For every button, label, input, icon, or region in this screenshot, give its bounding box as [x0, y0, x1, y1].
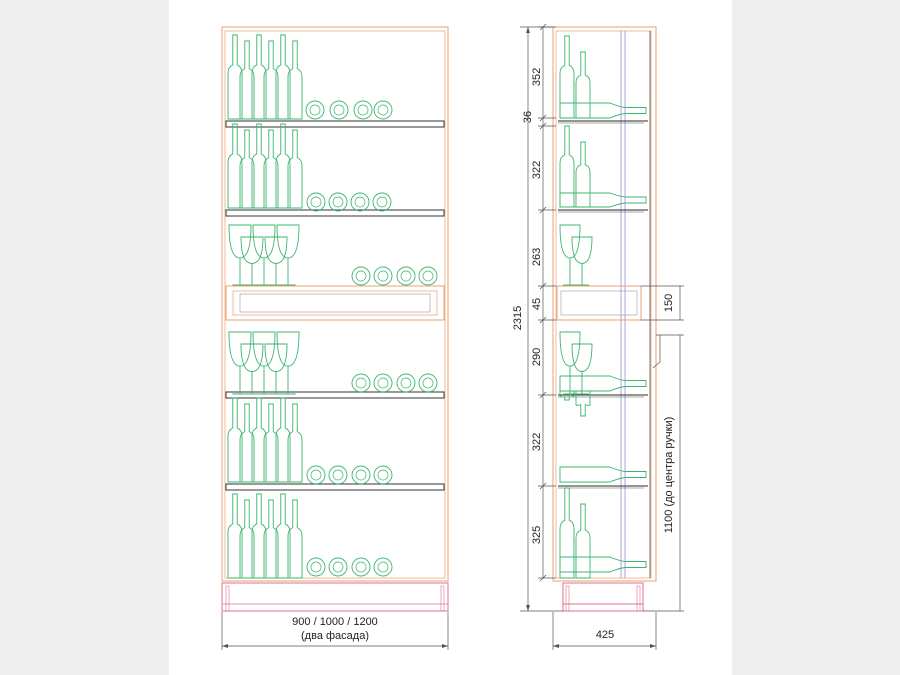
side-bottle-lying — [560, 467, 646, 482]
front-bottle-end-inner — [378, 378, 388, 388]
side-glass — [560, 332, 580, 394]
front-glass — [265, 344, 287, 394]
front-width-label: 900 / 1000 / 1200 — [292, 616, 378, 628]
front-bottle-end-inner — [378, 562, 388, 572]
drawing-canvas — [169, 0, 732, 675]
front-shelf-3 — [226, 392, 444, 398]
front-glass — [277, 225, 299, 285]
front-bottle-end-inner — [310, 105, 320, 115]
drawer-height-label: 150 — [663, 293, 675, 313]
front-bottle-end — [397, 267, 415, 285]
side-bottle-lying — [560, 103, 646, 118]
front-bottle-end-inner — [311, 197, 321, 207]
front-bottle-end-inner — [377, 197, 387, 207]
front-glass — [241, 237, 263, 285]
front-bottle-end — [306, 101, 324, 119]
front-bottle-end — [329, 466, 347, 484]
front-bottle-end-inner — [356, 562, 366, 572]
front-glass — [229, 225, 251, 285]
front-glass — [241, 344, 263, 394]
front-bottle-end-inner — [378, 271, 388, 281]
side-bottle-upright — [560, 36, 574, 118]
front-bottle-end-inner — [355, 197, 365, 207]
front-bottle-end — [374, 466, 392, 484]
front-bottle-end-inner — [423, 271, 433, 281]
front-bottle-end — [351, 193, 369, 211]
front-width-note: (два фасада) — [301, 630, 369, 642]
side-bottle-lying — [560, 193, 646, 207]
front-bottle-end-inner — [311, 470, 321, 480]
side-bottle-lying — [560, 376, 646, 391]
front-bottle-end — [307, 558, 325, 576]
segment-label-drawer-gap: 45 — [531, 297, 543, 311]
front-bottle-end — [419, 374, 437, 392]
front-glass — [277, 332, 299, 394]
front-bottle-end-inner — [401, 271, 411, 281]
front-plinth — [222, 583, 448, 611]
front-bottle-end — [374, 558, 392, 576]
side-bottle-upright — [576, 52, 590, 118]
side-glass — [560, 225, 580, 285]
front-bottle-end — [374, 101, 392, 119]
front-bottle-end-inner — [333, 562, 343, 572]
front-bottles — [228, 35, 302, 578]
front-bottle-end — [397, 374, 415, 392]
front-shelves — [226, 121, 444, 490]
front-bottle-end-inner — [333, 470, 343, 480]
side-plinth — [563, 583, 643, 611]
front-glass — [229, 332, 251, 394]
side-bottle-upright — [560, 488, 574, 578]
front-shelf-4 — [226, 484, 444, 490]
front-bottle-end — [352, 267, 370, 285]
overall-height-label: 2315 — [512, 305, 524, 331]
side-bottle-upright — [560, 126, 574, 207]
front-bottle-end — [373, 193, 391, 211]
depth-label: 425 — [595, 629, 615, 641]
side-shelves — [558, 121, 648, 488]
side-bottle-upright — [576, 504, 590, 578]
segment-label-bottom: 325 — [531, 525, 543, 545]
front-bottle-end-inner — [358, 105, 368, 115]
side-drawer — [557, 286, 641, 320]
front-bottle-end — [329, 193, 347, 211]
segment-label-shelf-gap: 36 — [522, 110, 534, 124]
segment-label-lower-middle: 322 — [531, 432, 543, 452]
front-glasses — [229, 225, 299, 394]
front-bottle-end-inner — [378, 105, 388, 115]
segment-label-below-drawer: 290 — [531, 347, 543, 367]
side-glass — [572, 237, 592, 285]
front-bottle-end — [354, 101, 372, 119]
front-cabinet-outer — [222, 27, 448, 581]
front-bottle-ends — [306, 101, 437, 576]
drawing-sheet — [169, 0, 732, 675]
front-glass — [253, 332, 275, 394]
segment-label-top: 352 — [531, 67, 543, 87]
front-bottle-end-inner — [378, 470, 388, 480]
front-bottle-end — [330, 101, 348, 119]
front-bottle-end-inner — [311, 562, 321, 572]
front-bottle-end — [307, 193, 325, 211]
front-glass — [265, 237, 287, 285]
handle-height-label: 1100 (до центра ручки) — [663, 416, 675, 534]
front-bottle-end-inner — [401, 378, 411, 388]
front-bottle-end-inner — [333, 197, 343, 207]
front-bottle-end — [374, 374, 392, 392]
front-bottle-end-inner — [356, 470, 366, 480]
front-bottle-end — [307, 466, 325, 484]
front-drawer — [226, 286, 444, 320]
front-bottle-end-inner — [356, 271, 366, 281]
front-bottle-end — [329, 558, 347, 576]
segment-label-above-drawer: 263 — [531, 247, 543, 267]
front-bottle-end-inner — [356, 378, 366, 388]
front-bottle-end — [352, 558, 370, 576]
front-bottle-end-inner — [334, 105, 344, 115]
front-bottle-end — [352, 466, 370, 484]
side-bottle-upright — [576, 142, 590, 207]
front-bottle-end — [374, 267, 392, 285]
front-view — [222, 27, 448, 650]
segment-label-upper-middle: 322 — [531, 160, 543, 180]
front-bottle-end — [419, 267, 437, 285]
front-glass — [253, 225, 275, 285]
side-glass — [572, 344, 592, 394]
side-bottles — [560, 36, 646, 578]
front-bottle-end-inner — [423, 378, 433, 388]
side-bottle-lying — [560, 557, 646, 572]
side-view — [512, 24, 684, 650]
front-bottle-end — [352, 374, 370, 392]
